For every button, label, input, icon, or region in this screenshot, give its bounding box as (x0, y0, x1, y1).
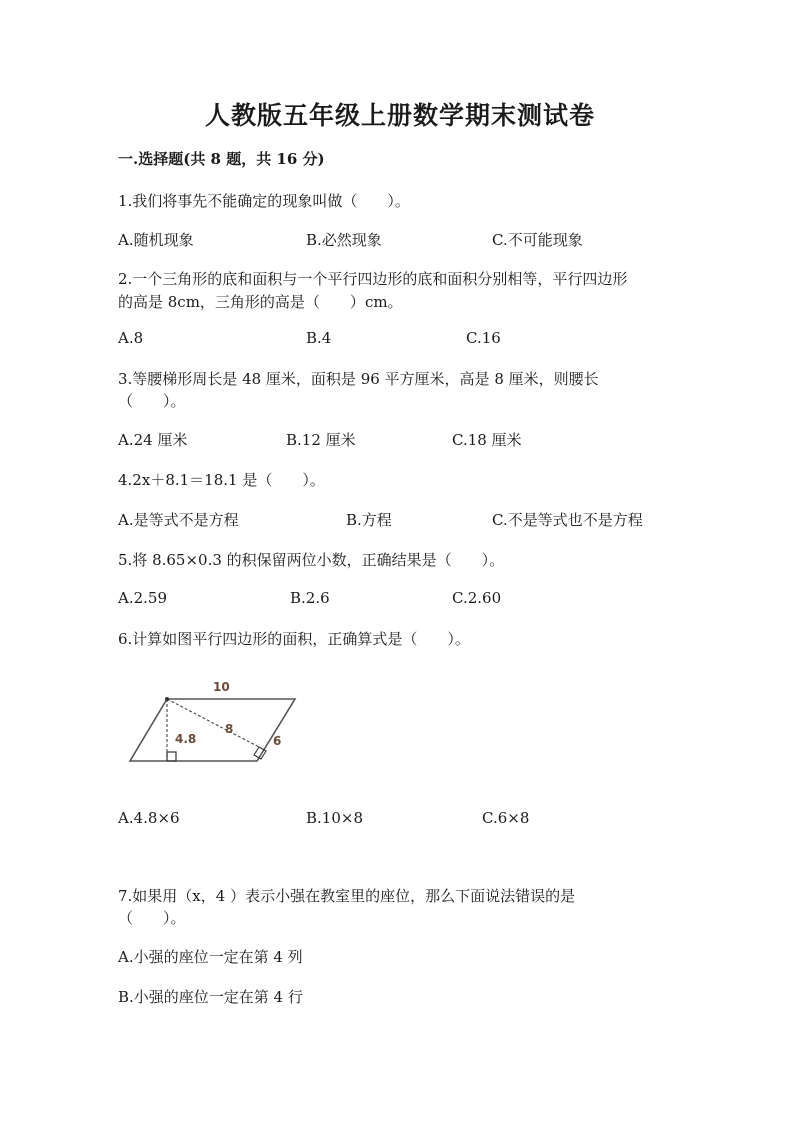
question-3-option-b: B.12 厘米 (286, 431, 356, 449)
question-3-option-c: C.18 厘米 (452, 431, 522, 449)
question-6-text: 6.计算如图平行四边形的面积，正确算式是（ ）。 (118, 630, 470, 648)
label-top-side: 10 (213, 680, 230, 694)
question-2-text-line-1: 2.一个三角形的底和面积与一个平行四边形的底和面积分别相等，平行四边形 (118, 270, 628, 288)
parallelogram-figure (125, 675, 315, 770)
question-2-text-line-2: 的高是 8cm，三角形的高是（ ）cm。 (118, 293, 403, 311)
height-right-angle-mark (167, 752, 176, 761)
question-4-option-c: C.不是等式也不是方程 (492, 511, 643, 529)
question-6-option-b: B.10×8 (306, 809, 363, 827)
question-7-text-line-2: （ ）。 (118, 909, 186, 927)
question-5-option-b: B.2.6 (290, 589, 330, 607)
parallelogram-shape (130, 699, 295, 761)
question-4-option-b: B.方程 (346, 511, 392, 529)
question-4-text: 4.2x＋8.1＝18.1 是（ ）。 (118, 471, 325, 489)
question-1-option-c: C.不可能现象 (492, 231, 583, 249)
question-2-option-b: B.4 (306, 329, 332, 347)
question-3-text-line-2: （ ）。 (118, 392, 186, 410)
question-1-text: 1.我们将事先不能确定的现象叫做（ ）。 (118, 192, 410, 210)
question-5-option-c: C.2.60 (452, 589, 502, 607)
question-3-option-a: A.24 厘米 (118, 431, 188, 449)
question-1-option-a: A.随机现象 (118, 231, 194, 249)
question-7-option-b: B.小强的座位一定在第 4 行 (118, 988, 303, 1006)
question-7-option-a: A.小强的座位一定在第 4 列 (118, 948, 303, 966)
parallelogram-diagram (125, 675, 315, 770)
question-1-option-b: B.必然现象 (306, 231, 382, 249)
label-height: 4.8 (175, 732, 197, 746)
question-6-option-c: C.6×8 (482, 809, 530, 827)
label-perpendicular: 8 (225, 722, 234, 736)
label-slant-side: 6 (273, 734, 282, 748)
question-2-option-a: A.8 (118, 329, 144, 347)
page-title: 人教版五年级上册数学期末测试卷 (204, 101, 595, 130)
section-heading: 一.选择题(共 8 题，共 16 分) (118, 150, 325, 168)
question-5-option-a: A.2.59 (118, 589, 167, 607)
question-6-option-a: A.4.8×6 (118, 809, 180, 827)
question-2-option-c: C.16 (466, 329, 501, 347)
question-7-text-line-1: 7.如果用（x，4 ）表示小强在教室里的座位，那么下面说法错误的是 (118, 887, 576, 905)
question-4-option-a: A.是等式不是方程 (118, 511, 239, 529)
vertex-dot (165, 697, 169, 701)
question-5-text: 5.将 8.65×0.3 的积保留两位小数，正确结果是（ ）。 (118, 551, 505, 569)
question-3-text-line-1: 3.等腰梯形周长是 48 厘米，面积是 96 平方厘米，高是 8 厘米，则腰长 (118, 370, 599, 388)
